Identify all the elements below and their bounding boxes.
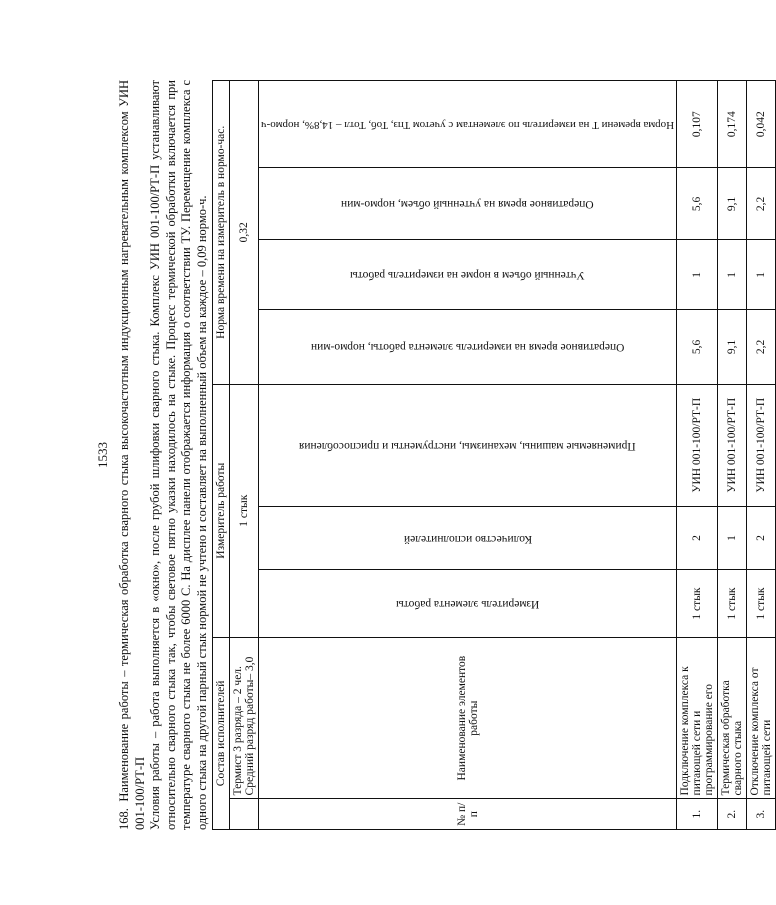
row-name: Подключение комплекса к питающей сети и программирование его <box>677 637 718 799</box>
row-op-counted: 2,2 <box>747 168 776 240</box>
table-header-row-2 <box>230 81 259 830</box>
header-element-name: Наименование элементов работы <box>259 637 677 799</box>
page-number: 1533 <box>95 442 110 468</box>
row-op-counted: 5,6 <box>677 168 718 240</box>
row-volume: 1 <box>677 240 718 310</box>
work-conditions: Условия работы – работа выполняется в «окно», после грубой шлифовки сварного стыка. Комплекс УИН 001-100/РТ-П устанавливают относительно сварного стыка так, чтобы световое пятно указки находилось на стыке. Процесс термической обработки включается при температуре сварного стыка не более 6000 С. На дисплее панели отображается информация о соответствии ТУ. Перемещение комплекса с одного стыка на другой парный стык нормой не учтено и составляет на выполненный объем на каждое – 0,09 нормо-ч. <box>148 80 209 830</box>
header-staff: Состав исполнителей <box>213 637 230 829</box>
row-meter: 1 стык <box>677 570 718 638</box>
row-op-time: 2,2 <box>747 310 776 384</box>
row-count: 1 <box>718 506 747 569</box>
row-name: Термическая обработка сварного стыка <box>718 637 747 799</box>
header-op-time: Оперативное время на измеритель элемента работы, нормо-мин <box>310 341 625 354</box>
header-norm-time: Норма времени на измеритель в нормо-час. <box>213 81 230 385</box>
row-meter: 1 стык <box>718 570 747 638</box>
row-op-time: 5,6 <box>677 310 718 384</box>
norm-value: 0,32 <box>230 81 259 385</box>
header-num: № п/п <box>259 799 677 830</box>
row-count: 2 <box>677 506 718 569</box>
norm-table <box>212 80 776 830</box>
row-op-counted: 9,1 <box>718 168 747 240</box>
table-row <box>747 81 776 830</box>
row-norm: 0,174 <box>718 81 747 168</box>
header-workers-count: Количество исполнителей <box>403 532 532 545</box>
work-title <box>117 80 148 830</box>
header-machines: Применяемые машины, механизмы, инструменты и приспособления <box>299 439 636 452</box>
row-num: 3. <box>747 799 776 830</box>
rotated-content <box>95 80 774 830</box>
header-op-time-counted: Оперативное время на учтенный объем, нормо-мин <box>341 198 594 211</box>
item-number: 168. <box>117 808 131 830</box>
row-meter: 1 стык <box>747 570 776 638</box>
row-op-time: 9,1 <box>718 310 747 384</box>
header-counted-volume: Учтенный объем в норме на измеритель работы <box>350 269 585 282</box>
header-element-meter: Измеритель элемента работы <box>395 598 540 611</box>
table-header-row-3 <box>259 81 677 830</box>
row-volume: 1 <box>718 240 747 310</box>
row-machine: УИН 001-100/РТ-П <box>718 384 747 506</box>
header-norm-T: Норма времени Т на измеритель по элементам с учетом Тпз, Тоб, Тотл – 14,8%, нормо-ч <box>261 118 675 131</box>
row-num: 2. <box>718 799 747 830</box>
row-norm: 0,107 <box>677 81 718 168</box>
row-num: 1. <box>677 799 718 830</box>
staff-value: Термист 3 разряда – 2 чел. Средний разряд работы– 3,0 <box>230 637 259 799</box>
header-meter: Измеритель работы <box>213 384 230 637</box>
work-title-text: Наименование работы – термическая обработка сварного стыка высокочастотным индукционным нагревательным комплексом УИН 001-100/РТ-П <box>117 80 147 830</box>
meter-value: 1 стык <box>230 384 259 637</box>
row-machine: УИН 001-100/РТ-П <box>677 384 718 506</box>
table-header-row-1 <box>213 81 230 830</box>
row-name: Отключение комплекса от питающей сети <box>747 637 776 799</box>
table-row <box>677 81 718 830</box>
row-norm: 0,042 <box>747 81 776 168</box>
row-count: 2 <box>747 506 776 569</box>
table-row <box>718 81 747 830</box>
row-machine: УИН 001-100/РТ-П <box>747 384 776 506</box>
row-volume: 1 <box>747 240 776 310</box>
